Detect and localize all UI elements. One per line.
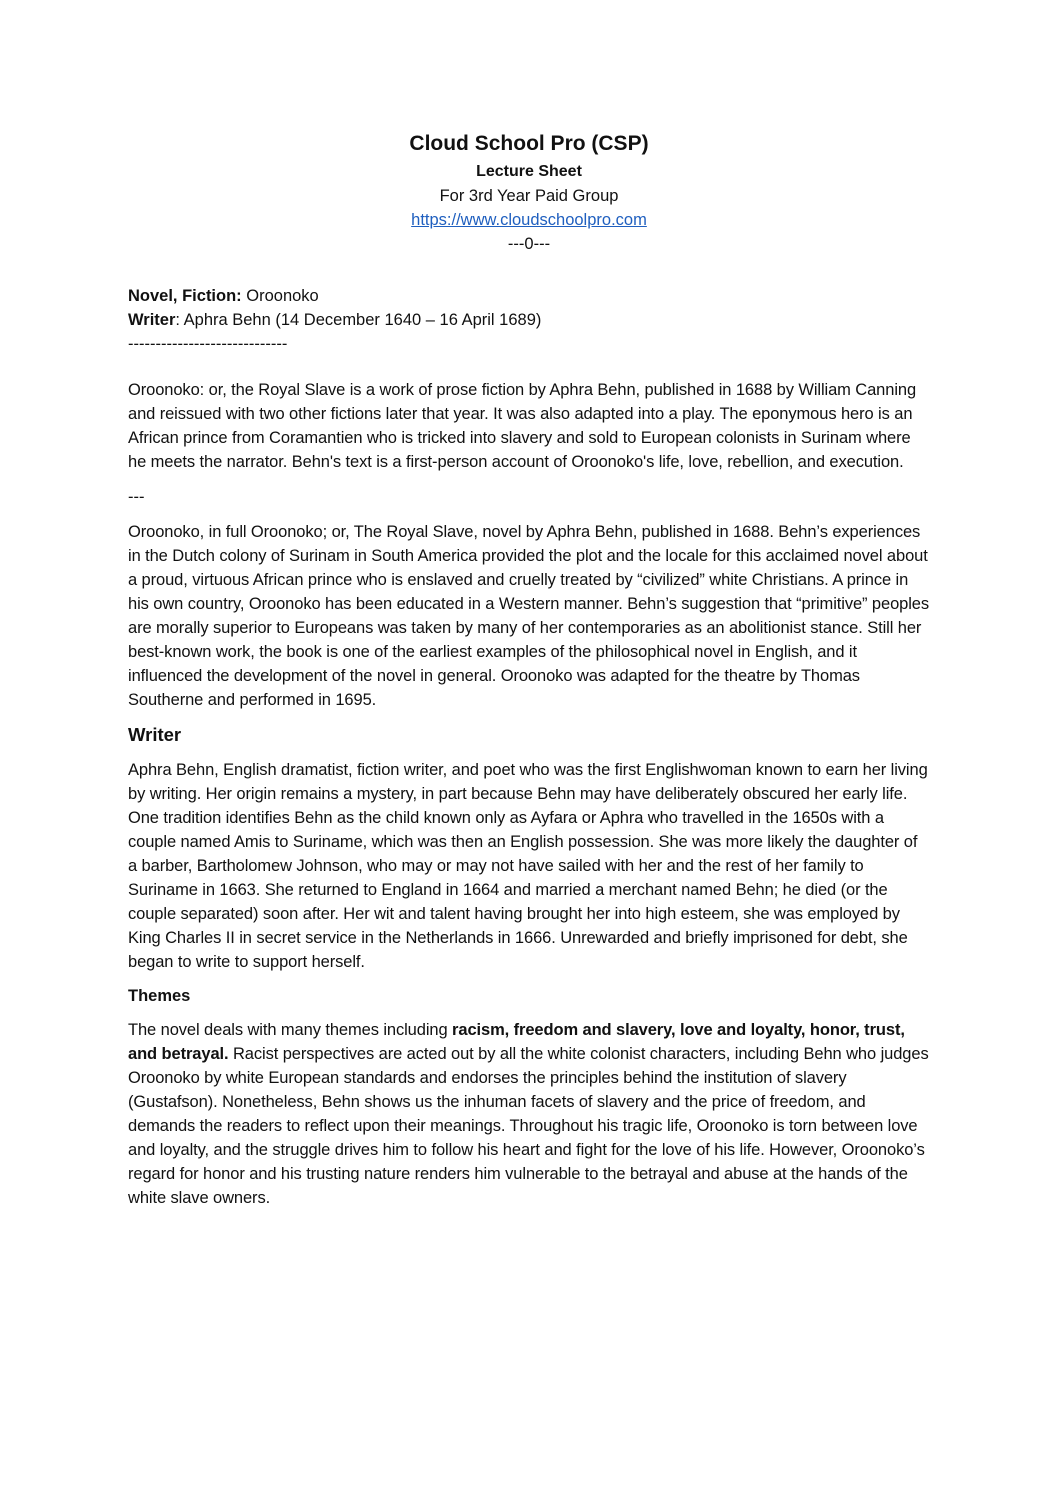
document-title: Cloud School Pro (CSP) <box>409 132 649 155</box>
website-line <box>128 208 930 232</box>
novel-summary-paragraph: Oroonoko, in full Oroonoko; or, The Royal Slave, novel by Aphra Behn, published in 1688. Behn’s experiences in the Dutch colony of Surinam in South America provided the plot and the locale for this acclaimed novel about a proud, virtuous African prince who is enslaved and cruelly treated by “civilized” white Christians. A prince in his own country, Oroonoko has been educated in a Western manner. Behn’s suggestion that “primitive” peoples are morally superior to Europeans was taken by many of her contemporaries as an abolitionist stance. Still her best-known work, the book is one of the earliest examples of the philosophical novel in English, and it influenced the development of the novel in general. Oroonoko was adapted for the theatre by Thomas Southerne and performed in 1695. <box>128 523 930 709</box>
header-divider: ---0--- <box>507 235 551 253</box>
group-line: For 3rd Year Paid Group <box>439 187 619 205</box>
themes-body: Racist perspectives are acted out by all the white colonist characters, including Behn who judges Oroonoko by white European standards and endorses the principles behind the institution of slavery (Gustafson). Nonetheless, Behn shows us the inhuman facets of slavery and the price of freedom, and demands the readers to reflect upon their meanings. Throughout his tragic life, Oroonoko is torn between love and loyalty, and the struggle drives him to follow his heart and fight for the love of his life. However, Oroonoko’s regard for honor and his trusting nature renders him vulnerable to the betrayal and abuse at the hands of the white slave owners. <box>128 1045 929 1207</box>
themes-paragraph <box>128 1018 930 1210</box>
novel-line <box>128 284 930 308</box>
book-meta <box>128 284 930 356</box>
themes-list: racism, freedom and slavery, love and loyalty, honor, trust, and betrayal. <box>128 1021 905 1063</box>
writer-value: : Aphra Behn (14 December 1640 – 16 April 1689) <box>175 311 542 329</box>
writer-line <box>128 308 930 332</box>
website-link[interactable]: https://www.cloudschoolpro.com <box>411 211 647 229</box>
themes-intro: The novel deals with many themes including <box>128 1021 453 1039</box>
writer-paragraph: Aphra Behn, English dramatist, fiction writer, and poet who was the first Englishwoman known to earn her living by writing. Her origin remains a mystery, in part because Behn may have deliberately obscured her early life. One tradition identifies Behn as the child known only as Ayfara or Aphra who travelled in the 1650s with a couple named Amis to Suriname, which was then an English possession. She was more likely the daughter of a barber, Bartholomew Johnson, who may or may not have sailed with her and the rest of her family to Suriname in 1663. She returned to England in 1664 and married a merchant named Behn; he died (or the couple separated) soon after. Her wit and talent having brought her into high esteem, she was employed by King Charles II in secret service in the Netherlands in 1666. Unrewarded and briefly imprisoned for debt, she began to write to support herself. <box>128 761 928 971</box>
section-separator: --- <box>128 488 145 506</box>
document-subtitle: Lecture Sheet <box>476 163 582 180</box>
meta-rule: ----------------------------- <box>128 335 288 353</box>
writer-label: Writer <box>128 311 176 329</box>
themes-heading: Themes <box>128 987 191 1005</box>
writer-heading: Writer <box>128 724 182 745</box>
novel-value: Oroonoko <box>241 287 319 305</box>
document-page <box>128 128 930 1210</box>
novel-label: Novel, Fiction: <box>128 287 242 305</box>
document-header <box>128 128 930 256</box>
intro-paragraph: Oroonoko: or, the Royal Slave is a work of prose fiction by Aphra Behn, published in 1688 by William Canning and reissued with two other fictions later that year. It was also adapted into a play. The eponymous hero is an African prince from Coramantien who is tricked into slavery and sold to European colonists in Surinam where he meets the narrator. Behn's text is a first-person account of Oroonoko's life, love, rebellion, and execution. <box>128 381 917 471</box>
